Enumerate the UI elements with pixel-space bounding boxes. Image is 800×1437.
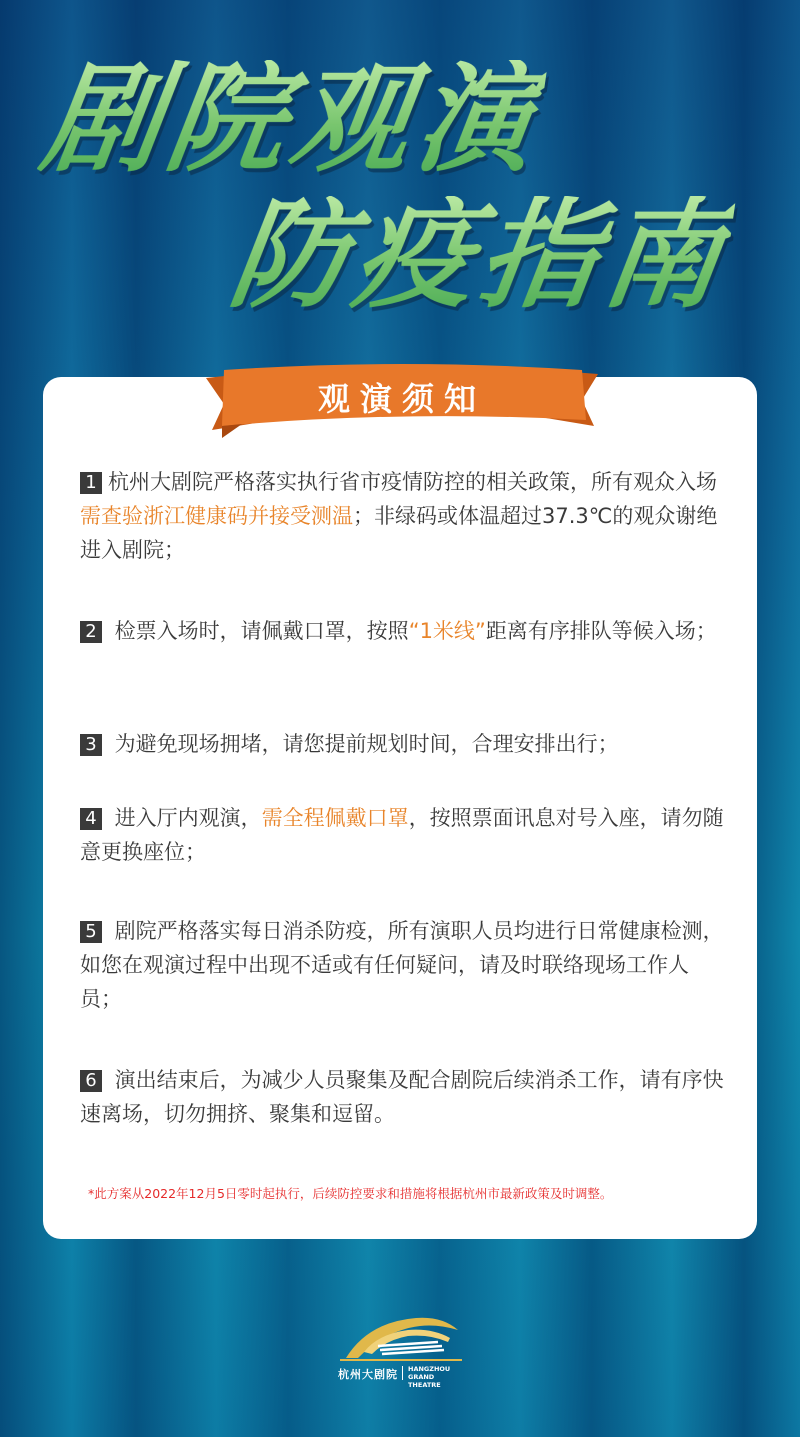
item-text: 剧院严格落实每日消杀防疫，所有演职人员均进行日常健康检测，如您在观演过程中出现不适或有任何疑问，请及时联络现场工作人员； [80, 919, 724, 1011]
item-highlight: 需查验浙江健康码并接受测温 [80, 504, 353, 528]
footnote: *此方案从2022年12月5日零时起执行，后续防控要求和措施将根据杭州市最新政策及时调整。 [88, 1186, 613, 1201]
ribbon-label: 观演须知 [317, 380, 486, 418]
item-text: 杭州大剧院严格落实执行省市疫情防控的相关政策，所有观众入场 [108, 470, 717, 494]
title-line-1: 剧院观演 [34, 50, 550, 188]
item-text: 进入厅内观演， [108, 806, 262, 830]
item-text: ；非绿码或体温超过37.3℃的观众谢绝进入剧院； [80, 504, 718, 562]
item-number-badge: 5 [80, 921, 102, 943]
theatre-logo [338, 1312, 464, 1389]
logo-name-cn: 杭州大剧院 [338, 1368, 398, 1381]
logo-name-en [408, 1365, 468, 1389]
notice-item-4 [80, 801, 724, 869]
item-number-badge: 4 [80, 808, 102, 830]
notice-item-2 [80, 614, 717, 648]
item-highlight: “1米线” [408, 619, 486, 643]
logo-name-en-line1: HANGZHOU [408, 1365, 451, 1373]
notice-item-6 [80, 1063, 724, 1131]
theatre-logo-icon [338, 1312, 464, 1364]
logo-name-en-line2: GRAND THEATRE [408, 1373, 441, 1389]
notice-item-1 [80, 465, 724, 567]
item-number-badge: 3 [80, 734, 102, 756]
item-highlight: 需全程佩戴口罩 [261, 806, 409, 830]
item-text: 检票入场时，请佩戴口罩，按照 [108, 619, 409, 643]
item-text: 为避免现场拥堵，请您提前规划时间，合理安排出行； [108, 732, 619, 756]
item-number-badge: 1 [80, 472, 102, 494]
title-line-2: 防疫指南 [222, 186, 738, 324]
item-text: ，按照票面讯息对号入座，请勿随意更换座位； [80, 806, 724, 864]
notice-item-3 [80, 727, 619, 761]
item-number-badge: 2 [80, 621, 102, 643]
item-text: 演出结束后，为减少人员聚集及配合剧院后续消杀工作，请有序快速离场，切勿拥挤、聚集和逗留。 [80, 1068, 724, 1126]
logo-divider [402, 1366, 403, 1380]
ribbon-banner [202, 364, 602, 440]
item-text: 距离有序排队等候入场； [485, 619, 717, 643]
item-number-badge: 6 [80, 1070, 102, 1092]
notice-item-5 [80, 914, 724, 1016]
